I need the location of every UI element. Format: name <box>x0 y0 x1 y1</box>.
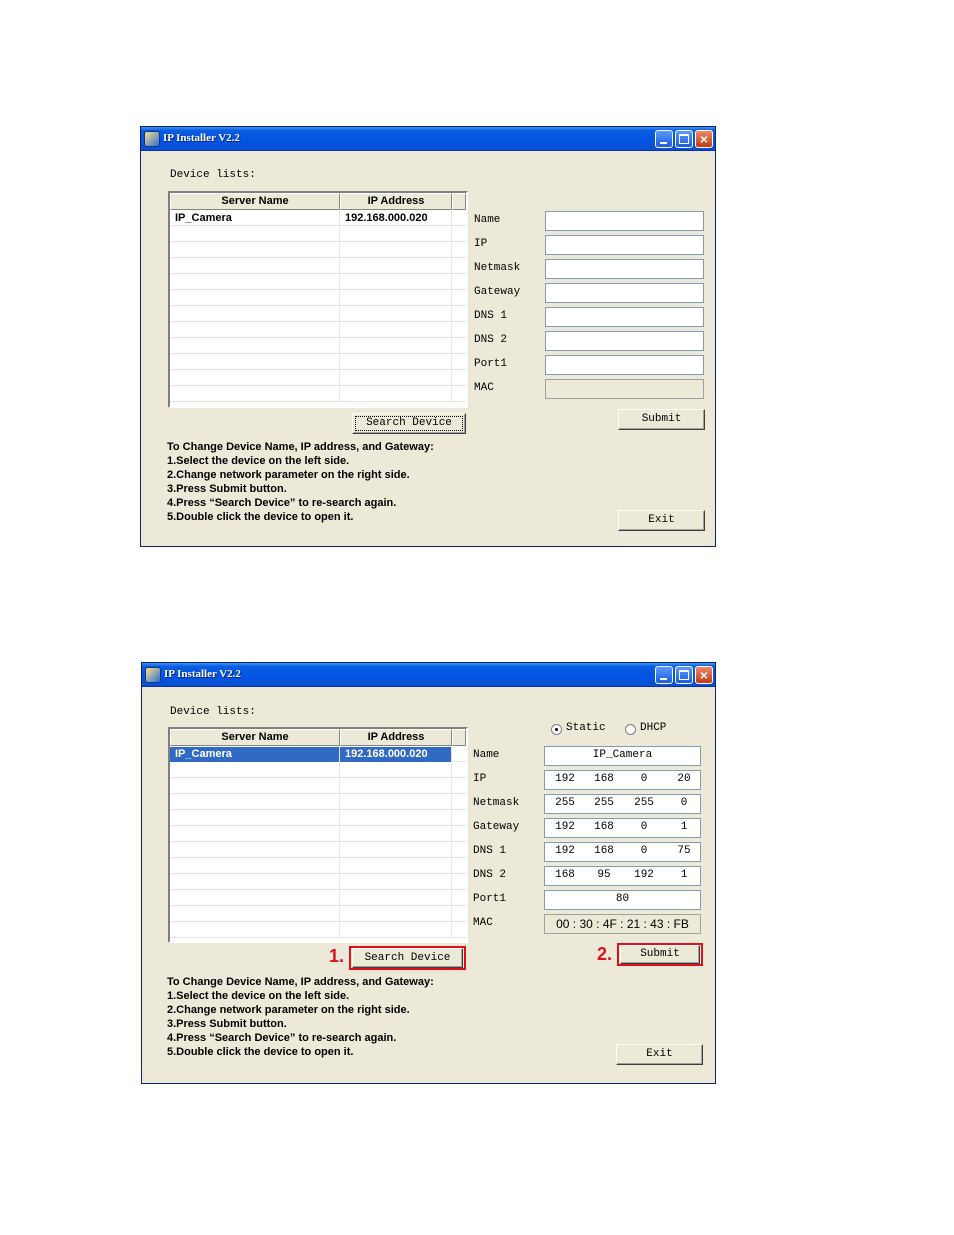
instruction-line: 3.Press Submit button. <box>167 483 287 495</box>
ip-field[interactable] <box>544 770 701 790</box>
gateway-field[interactable] <box>545 283 704 303</box>
table-row <box>170 875 466 890</box>
maximize-button[interactable] <box>675 130 693 148</box>
table-row <box>170 291 466 306</box>
device-lists-label: Device lists: <box>170 706 256 718</box>
netmask-octet-3[interactable]: 255 <box>634 797 654 809</box>
list-header <box>170 729 466 746</box>
empty-cell <box>340 371 452 386</box>
table-row <box>170 843 466 858</box>
app-icon <box>145 667 161 683</box>
table-row-selected[interactable] <box>170 747 466 762</box>
dhcp-radio[interactable] <box>625 724 636 735</box>
instruction-line: 1.Select the device on the left side. <box>167 455 350 467</box>
dns2-octet-4[interactable]: 1 <box>680 869 688 881</box>
empty-cell <box>340 355 452 370</box>
empty-cell <box>170 323 340 338</box>
mac-value: 00 : 30 : 4F : 21 : 43 : FB <box>556 917 689 931</box>
table-row <box>170 779 466 794</box>
empty-cell <box>340 923 452 938</box>
empty-cell <box>340 875 452 890</box>
empty-cell <box>170 827 340 842</box>
ip-octet-2[interactable]: 168 <box>594 773 614 785</box>
dns1-octet-2[interactable]: 168 <box>594 845 614 857</box>
port1-label: Port1 <box>474 358 508 370</box>
empty-cell <box>340 827 452 842</box>
empty-cell <box>340 811 452 826</box>
table-row <box>170 259 466 274</box>
table-row <box>170 907 466 922</box>
gateway-octet-4[interactable]: 1 <box>680 821 688 833</box>
dns1-octet-1[interactable]: 192 <box>555 845 575 857</box>
name-value: IP_Camera <box>592 749 653 761</box>
dns2-octet-3[interactable]: 192 <box>634 869 654 881</box>
device-list[interactable] <box>168 727 468 943</box>
ip-label: IP <box>473 773 487 785</box>
title-bar[interactable] <box>141 127 715 151</box>
netmask-octet-4[interactable]: 0 <box>680 797 688 809</box>
column-header-server-name[interactable]: Server Name <box>170 729 340 746</box>
empty-cell <box>170 843 340 858</box>
netmask-field[interactable] <box>545 259 704 279</box>
ip-octet-1[interactable]: 192 <box>555 773 575 785</box>
window-title: IP Installer V2.2 <box>164 668 241 680</box>
instruction-line: 1.Select the device on the left side. <box>167 990 350 1002</box>
dns1-field[interactable] <box>545 307 704 327</box>
static-radio[interactable] <box>551 724 562 735</box>
ip-octet-3[interactable]: 0 <box>640 773 648 785</box>
empty-cell <box>170 355 340 370</box>
dns1-field[interactable] <box>544 842 701 862</box>
instructions <box>167 975 434 1059</box>
table-row <box>170 387 466 402</box>
window-title: IP Installer V2.2 <box>163 132 240 144</box>
table-row <box>170 827 466 842</box>
empty-cell <box>340 891 452 906</box>
table-row <box>170 763 466 778</box>
netmask-field[interactable] <box>544 794 701 814</box>
empty-cell <box>170 795 340 810</box>
netmask-label: Netmask <box>473 797 520 809</box>
title-bar[interactable] <box>142 663 715 687</box>
column-header-ip-address[interactable]: IP Address <box>340 729 452 746</box>
name-field[interactable] <box>544 746 701 766</box>
name-field[interactable] <box>545 211 704 231</box>
port1-field[interactable] <box>544 890 701 910</box>
static-label: Static <box>566 722 606 734</box>
instruction-line: 5.Double click the device to open it. <box>167 511 354 523</box>
server-name-cell: IP_Camera <box>170 211 340 226</box>
minimize-icon <box>660 678 667 680</box>
table-row <box>170 859 466 874</box>
close-button[interactable] <box>695 130 713 148</box>
empty-cell <box>340 387 452 402</box>
mac-label: MAC <box>474 382 494 394</box>
device-list[interactable] <box>168 191 468 408</box>
gateway-octet-2[interactable]: 168 <box>594 821 614 833</box>
minimize-icon <box>660 142 667 144</box>
empty-cell <box>170 387 340 402</box>
port1-label: Port1 <box>473 893 507 905</box>
gateway-octet-1[interactable]: 192 <box>555 821 575 833</box>
instruction-line: To Change Device Name, IP address, and Gateway: <box>167 441 434 453</box>
instruction-line: 5.Double click the device to open it. <box>167 1046 354 1058</box>
port1-field[interactable] <box>545 355 704 375</box>
empty-cell <box>170 339 340 354</box>
empty-cell <box>170 259 340 274</box>
empty-cell <box>340 323 452 338</box>
empty-cell <box>340 307 452 322</box>
dns2-label: DNS 2 <box>474 334 508 346</box>
empty-cell <box>170 779 340 794</box>
table-row <box>170 795 466 810</box>
netmask-octet-1[interactable]: 255 <box>555 797 575 809</box>
empty-cell <box>340 291 452 306</box>
device-lists-label: Device lists: <box>170 169 256 181</box>
ip-installer-window-selected <box>141 662 716 1084</box>
empty-cell <box>170 907 340 922</box>
maximize-button[interactable] <box>675 666 693 684</box>
instruction-line: 4.Press “Search Device” to re-search again. <box>167 497 397 509</box>
ip-address-cell: 192.168.000.020 <box>340 747 452 762</box>
empty-cell <box>170 227 340 242</box>
dns2-field[interactable] <box>544 866 701 886</box>
netmask-octet-2[interactable]: 255 <box>594 797 614 809</box>
empty-cell <box>340 859 452 874</box>
search-device-button[interactable]: Search Device <box>352 948 463 968</box>
callout-step-2: 2. <box>597 944 613 964</box>
dhcp-label: DHCP <box>640 722 667 734</box>
empty-cell <box>170 923 340 938</box>
table-row <box>170 891 466 906</box>
app-icon <box>144 131 160 147</box>
empty-cell <box>170 763 340 778</box>
table-row <box>170 275 466 290</box>
table-row <box>170 323 466 338</box>
dns1-octet-4[interactable]: 75 <box>677 845 691 857</box>
column-header-blank[interactable] <box>452 193 466 210</box>
maximize-icon <box>679 670 689 680</box>
dns2-label: DNS 2 <box>473 869 507 881</box>
name-label: Name <box>473 749 500 761</box>
table-row <box>170 923 466 938</box>
mac-label: MAC <box>473 917 493 929</box>
dns2-octet-2[interactable]: 95 <box>597 869 611 881</box>
maximize-icon <box>679 134 689 144</box>
close-button[interactable] <box>695 666 713 684</box>
instruction-line: 2.Change network parameter on the right side. <box>167 469 410 481</box>
callout-step-1: 1. <box>329 946 345 966</box>
gateway-label: Gateway <box>473 821 520 833</box>
dns2-field[interactable] <box>545 331 704 351</box>
instructions <box>167 440 434 524</box>
empty-cell <box>340 763 452 778</box>
gateway-octet-3[interactable]: 0 <box>640 821 648 833</box>
instruction-line: To Change Device Name, IP address, and Gateway: <box>167 976 434 988</box>
empty-cell <box>170 243 340 258</box>
empty-cell <box>170 307 340 322</box>
minimize-button[interactable] <box>655 130 673 148</box>
dns2-octet-1[interactable]: 168 <box>555 869 575 881</box>
server-name-cell: IP_Camera <box>170 747 340 762</box>
empty-cell <box>340 227 452 242</box>
ip-field[interactable] <box>545 235 704 255</box>
empty-cell <box>340 259 452 274</box>
empty-cell <box>170 371 340 386</box>
search-device-button[interactable]: Search Device <box>352 413 466 434</box>
empty-cell <box>170 859 340 874</box>
table-row <box>170 227 466 242</box>
empty-cell <box>340 907 452 922</box>
table-row <box>170 355 466 370</box>
instruction-line: 4.Press “Search Device” to re-search again. <box>167 1032 397 1044</box>
mac-field <box>545 379 704 399</box>
table-row <box>170 811 466 826</box>
empty-cell <box>170 275 340 290</box>
table-row <box>170 371 466 386</box>
empty-cell <box>340 843 452 858</box>
instruction-line: 3.Press Submit button. <box>167 1018 287 1030</box>
table-row <box>170 307 466 322</box>
mac-field <box>544 914 701 934</box>
instruction-line: 2.Change network parameter on the right side. <box>167 1004 410 1016</box>
ip-address-cell: 192.168.000.020 <box>340 211 452 226</box>
port1-value: 80 <box>615 893 630 905</box>
table-row <box>170 243 466 258</box>
dns1-label: DNS 1 <box>474 310 508 322</box>
empty-cell <box>340 339 452 354</box>
empty-cell <box>170 811 340 826</box>
name-label: Name <box>474 214 501 226</box>
submit-button[interactable]: Submit <box>620 945 700 964</box>
exit-button[interactable]: Exit <box>616 1044 703 1065</box>
empty-cell <box>340 275 452 290</box>
netmask-label: Netmask <box>474 262 521 274</box>
close-icon: × <box>699 667 709 683</box>
ip-octet-4[interactable]: 20 <box>677 773 691 785</box>
empty-cell <box>170 891 340 906</box>
empty-cell <box>170 291 340 306</box>
empty-cell <box>170 875 340 890</box>
column-header-ip-address[interactable]: IP Address <box>340 193 452 210</box>
table-row[interactable] <box>170 211 466 226</box>
submit-button[interactable]: Submit <box>618 409 705 430</box>
list-header <box>170 193 466 210</box>
minimize-button[interactable] <box>655 666 673 684</box>
column-header-blank[interactable] <box>452 729 466 746</box>
gateway-field[interactable] <box>544 818 701 838</box>
column-header-server-name[interactable]: Server Name <box>170 193 340 210</box>
table-row <box>170 339 466 354</box>
dns1-octet-3[interactable]: 0 <box>640 845 648 857</box>
empty-cell <box>340 243 452 258</box>
dns1-label: DNS 1 <box>473 845 507 857</box>
empty-cell <box>340 779 452 794</box>
close-icon: × <box>699 131 709 147</box>
exit-button[interactable]: Exit <box>618 510 705 531</box>
ip-installer-window-empty <box>140 126 716 547</box>
empty-cell <box>340 795 452 810</box>
gateway-label: Gateway <box>474 286 521 298</box>
ip-label: IP <box>474 238 488 250</box>
